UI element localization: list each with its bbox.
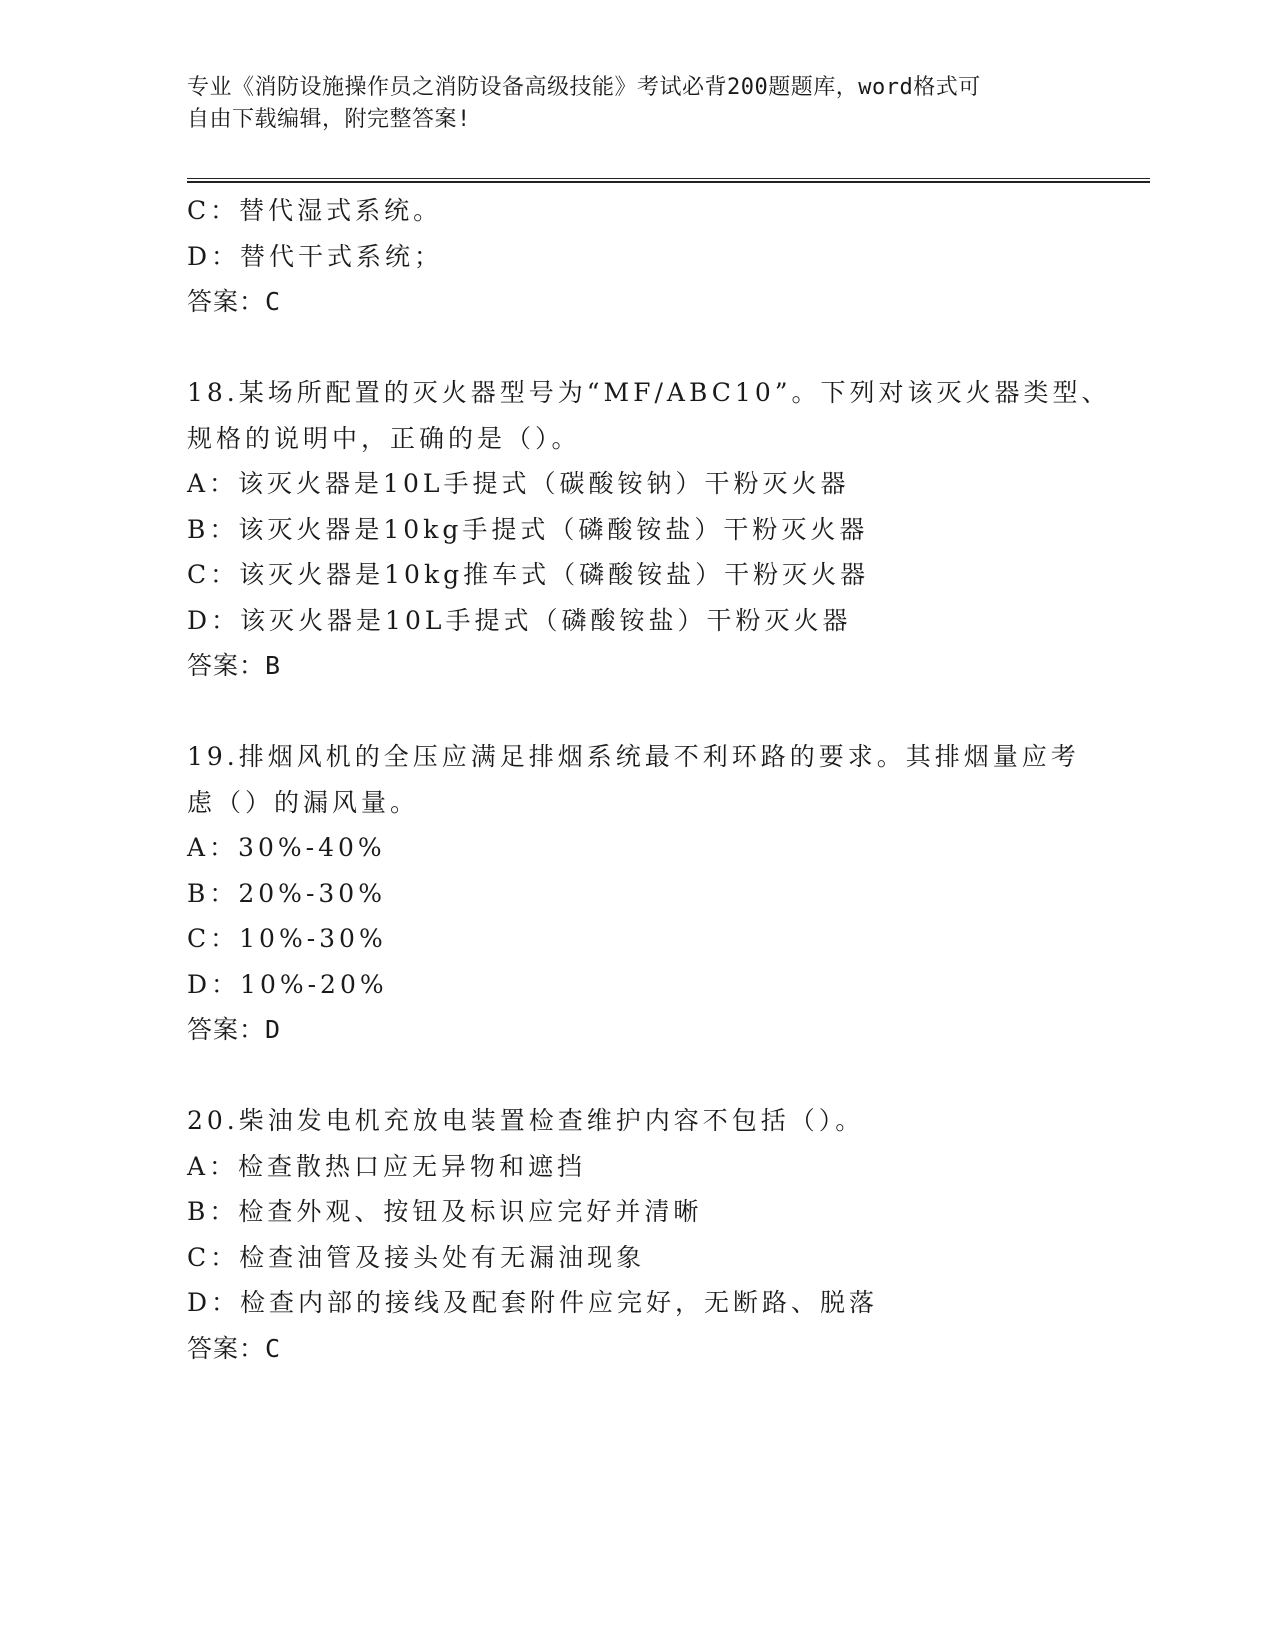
option-d: D：10%-20% [187,969,388,999]
spacer [187,1053,1147,1099]
option-c: C：检查油管及接头处有无漏油现象 [187,1242,646,1272]
option-c: C：10%-30% [187,924,387,953]
question-stem: 19.排烟风机的全压应满足排烟系统最不利环路的要求。其排烟量应考 [187,742,1080,771]
question-stem: 20.柴油发电机充放电装置检查维护内容不包括（）。 [187,1106,865,1135]
previous-question-tail [187,188,1147,325]
spacer [187,325,1147,371]
option-b: B：该灭火器是10kg手提式（磷酸铵盐）干粉灭火器 [187,514,869,544]
option-a: A：30%-40% [187,833,386,862]
option-a: A：检查散热口应无异物和遮挡 [187,1151,587,1181]
answer-line: 答案：C [187,287,282,316]
option-d: D：替代干式系统； [187,241,444,271]
option-d: D：该灭火器是10L手提式（磷酸铵盐）干粉灭火器 [187,605,852,635]
question-18 [187,370,1147,689]
header-line-2: 自由下载编辑，附完整答案! [187,107,471,132]
document-header [187,72,1087,136]
option-c: C：该灭火器是10kg推车式（磷酸铵盐）干粉灭火器 [187,560,870,589]
answer-line: 答案：D [187,1015,282,1044]
question-stem: 18.某场所配置的灭火器型号为“MF/ABC10”。下列对该灭火器类型、 [187,378,1111,407]
answer-line: 答案：C [187,1333,282,1363]
header-divider [187,178,1150,183]
option-c: C：替代湿式系统。 [187,196,443,225]
question-stem-continued: 虑（）的漏风量。 [187,787,420,817]
answer-line: 答案：B [187,651,282,680]
option-a: A：该灭火器是10L手提式（碳酸铵钠）干粉灭火器 [187,469,850,498]
option-b: B：检查外观、按钮及标识应完好并清晰 [187,1197,703,1226]
option-d: D：检查内部的接线及配套附件应完好，无断路、脱落 [187,1288,879,1317]
question-stem-continued: 规格的说明中，正确的是（）。 [187,423,581,453]
question-19 [187,734,1147,1053]
spacer [187,689,1147,735]
document-body [187,188,1147,1371]
question-20 [187,1098,1147,1371]
header-line-1: 专业《消防设施操作员之消防设备高级技能》考试必背200题题库，word格式可 [187,75,981,100]
option-b: B：20%-30% [187,878,386,908]
